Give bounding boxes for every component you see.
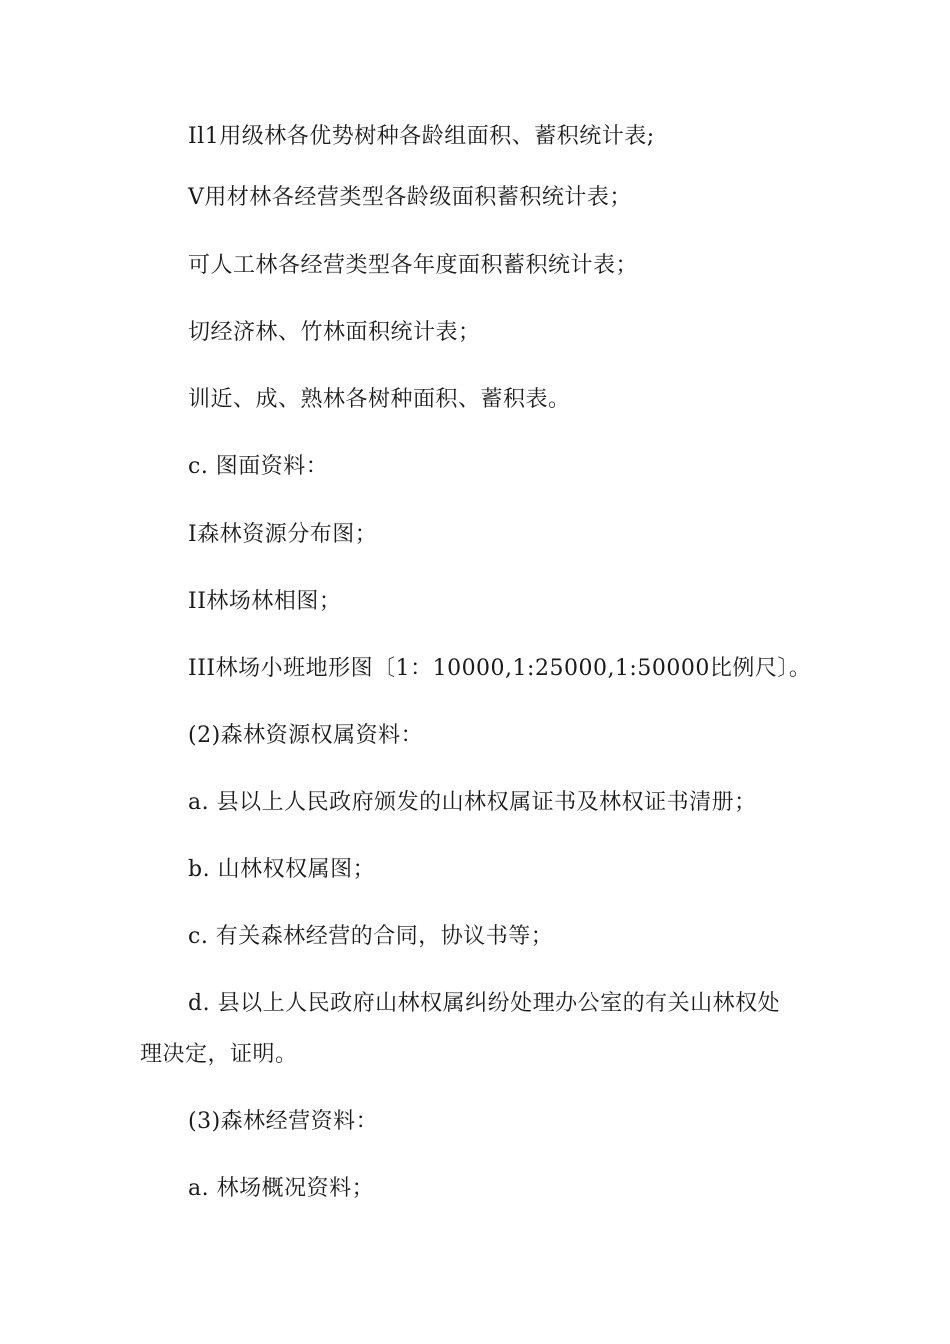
section-heading-2: (2)森林资源权属资料： <box>188 723 424 748</box>
text-line-4: 切经济林、竹林面积统计表； <box>188 320 481 345</box>
text-line-9: III林场小班地形图〔1：10000,1:25000,1:50000比例尺〕。 <box>188 656 812 681</box>
text-line-2: V用材林各经营类型各龄级面积蓄积统计表； <box>188 185 632 210</box>
text-line-7: I森林资源分布图； <box>188 522 378 547</box>
text-line-5: 训近、成、熟林各树种面积、蓄积表。 <box>188 387 571 412</box>
section-heading-3: (3)森林经营资料： <box>188 1109 379 1134</box>
text-line-11: a. 县以上人民政府颁发的山林权属证书及林权证书清册； <box>188 790 757 815</box>
text-line-14: d. 县以上人民政府山林权属纠纷处理办公室的有关山林权处 <box>188 991 781 1016</box>
text-line-12: b. 山林权权属图； <box>188 857 376 882</box>
text-line-1: Il1用级林各优势树种各龄组面积、蓄积统计表; <box>188 124 655 149</box>
text-line-13: c. 有关森林经营的合同，协议书等； <box>188 924 554 949</box>
text-line-8: II林场林相图； <box>188 589 342 614</box>
text-line-3: 可人工林各经营类型各年度面积蓄积统计表； <box>188 253 639 278</box>
section-heading-c: c. 图面资料： <box>188 454 329 479</box>
text-line-15: 理决定，证明。 <box>140 1042 298 1067</box>
text-line-17: a. 林场概况资料； <box>188 1176 375 1201</box>
